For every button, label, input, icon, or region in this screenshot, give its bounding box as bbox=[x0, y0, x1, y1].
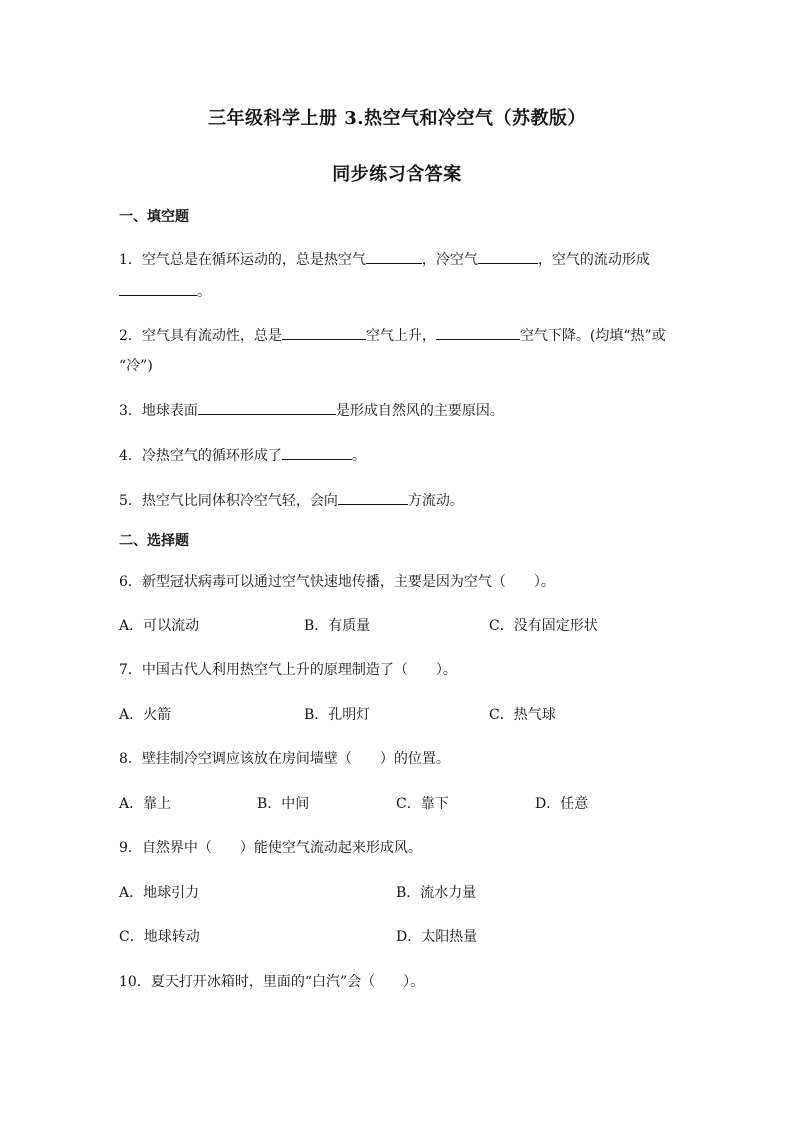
answer-blank[interactable] bbox=[282, 445, 352, 460]
option-c[interactable]: C．靠下 bbox=[396, 796, 449, 812]
page-subtitle: 同步练习含答案 bbox=[332, 164, 462, 185]
question-1: 1．空气总是在循环运动的，总是热空气 ，冷空气 ，空气的流动形成 bbox=[119, 249, 650, 270]
section-fill-blank: 一、填空题 bbox=[119, 209, 189, 225]
question-2-cont: “冷”) bbox=[119, 358, 153, 374]
page-title: 三年级科学上册 3.热空气和冷空气（苏教版） bbox=[207, 108, 587, 129]
option-a[interactable]: A．火箭 bbox=[119, 707, 172, 723]
answer-blank[interactable] bbox=[282, 325, 366, 340]
option-b[interactable]: B．有质量 bbox=[304, 618, 371, 634]
option-c[interactable]: C．热气球 bbox=[489, 707, 556, 723]
section-multiple-choice: 二、选择题 bbox=[119, 533, 189, 549]
question-10: 10．夏天打开冰箱时，里面的“白汽”会（ ）。 bbox=[119, 974, 425, 990]
question-3: 3．地球表面 是形成自然风的主要原因。 bbox=[119, 400, 504, 421]
option-b[interactable]: B．孔明灯 bbox=[304, 707, 371, 723]
option-c[interactable]: C．没有固定形状 bbox=[489, 618, 598, 634]
question-5: 5．热空气比同体积冷空气轻，会向 方流动。 bbox=[119, 490, 464, 511]
question-9: 9．自然界中（ ）能使空气流动起来形成风。 bbox=[119, 840, 422, 856]
option-a[interactable]: A．可以流动 bbox=[119, 618, 200, 634]
question-1-cont: 。 bbox=[119, 281, 211, 302]
question-6: 6．新型冠状病毒可以通过空气快速地传播，主要是因为空气（ ）。 bbox=[119, 574, 555, 590]
option-a[interactable]: A．地球引力 bbox=[119, 885, 200, 901]
option-c[interactable]: C．地球转动 bbox=[119, 929, 200, 945]
answer-blank[interactable] bbox=[366, 249, 422, 264]
option-b[interactable]: B．流水力量 bbox=[396, 885, 477, 901]
answer-blank[interactable] bbox=[338, 490, 408, 505]
question-4: 4．冷热空气的循环形成了 。 bbox=[119, 445, 366, 466]
option-a[interactable]: A．靠上 bbox=[119, 796, 172, 812]
answer-blank[interactable] bbox=[478, 249, 538, 264]
option-d[interactable]: D．任意 bbox=[535, 796, 589, 812]
option-d[interactable]: D．太阳热量 bbox=[396, 929, 478, 945]
option-b[interactable]: B．中间 bbox=[257, 796, 310, 812]
answer-blank[interactable] bbox=[119, 281, 197, 296]
question-2: 2．空气具有流动性，总是 空气上升， 空气下降。(均填“热”或 bbox=[119, 325, 666, 346]
answer-blank[interactable] bbox=[436, 325, 520, 340]
answer-blank[interactable] bbox=[198, 400, 336, 415]
question-7: 7．中国古代人利用热空气上升的原理制造了（ ）。 bbox=[119, 662, 457, 678]
question-8: 8．壁挂制冷空调应该放在房间墙壁（ ）的位置。 bbox=[119, 751, 450, 767]
